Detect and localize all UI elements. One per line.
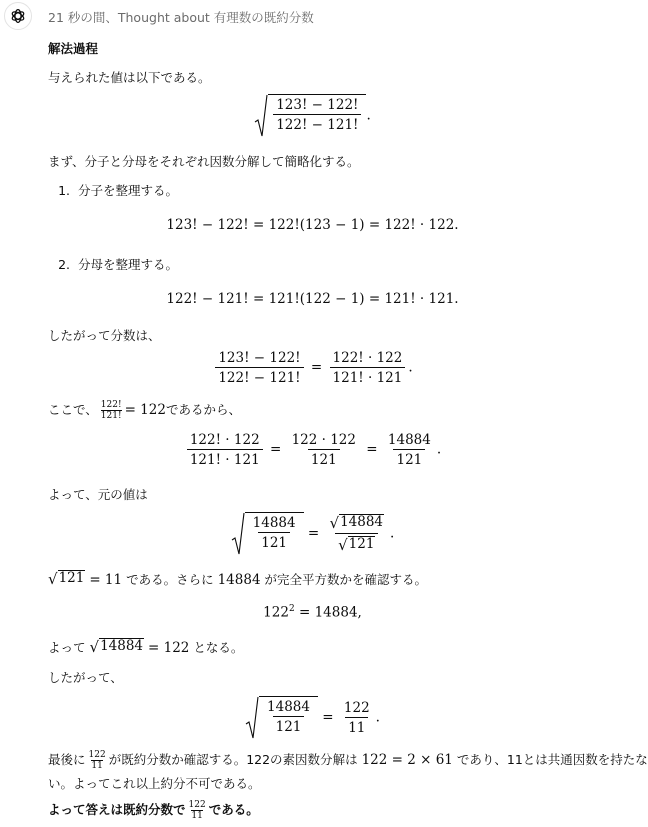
final-equation: $\frac{14884}{121}$ = $\frac{122}{11}$ .: [0, 696, 625, 740]
here-line: ここで、 $\frac{122!}{121!}$ = 122であるから、: [48, 400, 241, 421]
step-intro: まず、分子と分母をそれぞれ因数分解して簡略化する。: [48, 154, 360, 169]
intro-text: 与えられた値は以下である。: [48, 70, 211, 85]
step-1-equation: 123! − 122! = 122!(123 − 1) = 122! · 122.: [166, 217, 459, 233]
section-title: 解法過程: [48, 41, 99, 56]
step-2-equation: 122! − 121! = 121!(122 − 1) = 121! · 121.: [166, 291, 459, 307]
last-paragraph-line-2: い。よってこれ以上約分不可である。: [48, 776, 261, 791]
step-2-item: 2. 分母を整理する。: [58, 257, 179, 272]
simplify-equation: $\frac{122! \cdot 122}{121! \cdot 121}$ = $\frac{122 \cdot 122}{121}$ = $\frac{14884}{121}$ .: [0, 432, 625, 468]
thought-toggle[interactable]: [48, 8, 314, 26]
final-answer: よって答えは既約分数で $\frac{122}{11}$ である。: [48, 800, 259, 821]
sqrt-equation: $\frac{14884}{121}$ = √ 14884 √ 121 .: [0, 512, 625, 556]
thus-sqrt-line: よって √ 14884 = 122 となる。: [48, 638, 244, 656]
openai-logo-icon: [9, 7, 27, 25]
last-paragraph-line-1: 最後に $\frac{122}{11}$ が既約分数か確認する。122の素因数分解は 122 = 2 × 61 であり、11とは共通因数を持たな: [48, 750, 648, 771]
sqrt121-line: √ 121 = 11 である。さらに 14884 が完全平方数かを確認する。: [48, 570, 428, 588]
thus-value-text: よって、元の値は: [48, 487, 148, 502]
square-equation: $122^2 = 14884$,: [263, 604, 362, 621]
initial-expression: $\frac{123! - 122!}{122! - 121!}$ .: [0, 94, 625, 138]
therefore-text: したがって、: [48, 670, 123, 685]
assistant-avatar: [4, 2, 32, 30]
thought-label: 21 秒の間、Thought about 有理数の既約分数: [48, 10, 314, 25]
fraction-equation: $\frac{123! - 122!}{122! - 121!}$ = $\frac{122! \cdot 122}{121! \cdot 121}$ .: [0, 350, 625, 386]
so-fraction-text: したがって分数は、: [48, 328, 161, 343]
step-1-item: 1. 分子を整理する。: [58, 183, 179, 198]
